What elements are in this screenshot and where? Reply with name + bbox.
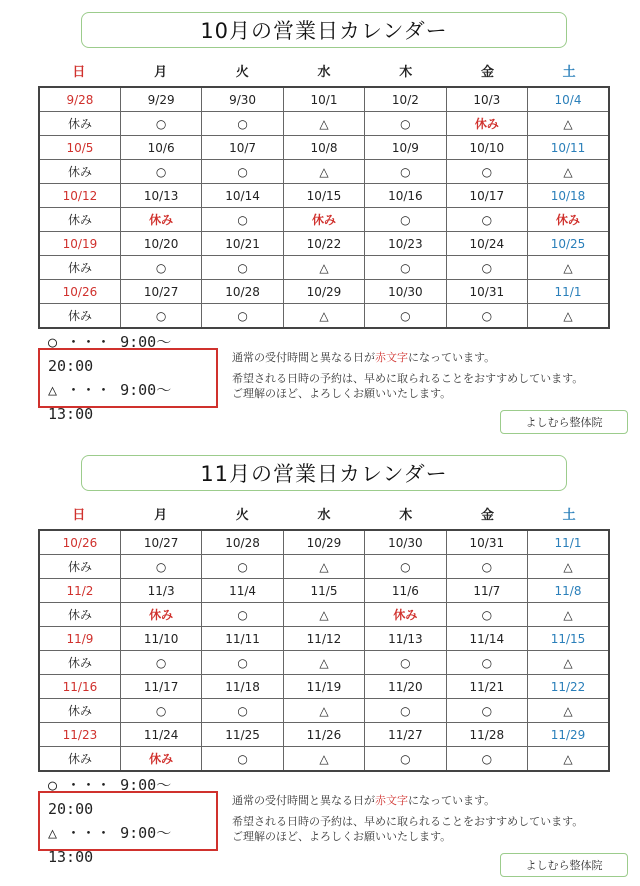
status-cell: ○: [120, 699, 201, 723]
legend-half-hours: △ ・・・ 9:00～13:00: [48, 381, 172, 423]
status-cell: ○: [365, 160, 446, 184]
date-cell: 11/4: [202, 579, 283, 603]
status-cell: 休み: [446, 112, 527, 136]
date-cell: 10/6: [120, 136, 201, 160]
calendar-table: [38, 86, 610, 329]
date-cell: 11/15: [528, 627, 609, 651]
calendar-table: [38, 529, 610, 772]
date-cell: 10/29: [283, 530, 364, 555]
status-row: [39, 747, 609, 772]
notice-text-part: 通常の受付時間と異なる日が: [232, 794, 375, 807]
date-row: [39, 579, 609, 603]
status-row: [39, 699, 609, 723]
status-row: [39, 160, 609, 184]
status-cell: 休み: [39, 160, 120, 184]
date-cell: 11/19: [283, 675, 364, 699]
date-cell: 10/28: [202, 280, 283, 304]
status-cell: △: [283, 651, 364, 675]
date-row: [39, 232, 609, 256]
weekday-label: 水: [317, 65, 331, 80]
notice-text-part: になっています。: [408, 351, 496, 364]
status-row: [39, 603, 609, 627]
status-cell: △: [528, 651, 609, 675]
status-cell: ○: [202, 603, 283, 627]
date-cell: 10/3: [446, 87, 527, 112]
status-cell: ○: [446, 304, 527, 329]
weekday-label: 火: [235, 65, 249, 80]
date-cell: 10/29: [283, 280, 364, 304]
date-cell: 10/26: [39, 280, 120, 304]
status-cell: 休み: [39, 208, 120, 232]
legend-full-hours: ○ ・・・ 9:00～20:00: [48, 776, 172, 818]
date-cell: 11/13: [365, 627, 446, 651]
status-cell: △: [528, 256, 609, 280]
date-row: [39, 675, 609, 699]
status-cell: ○: [446, 651, 527, 675]
status-cell: ○: [202, 651, 283, 675]
status-cell: ○: [202, 112, 283, 136]
calendar-title: 11月の営業日カレンダー: [81, 455, 567, 491]
hours-legend: [38, 333, 218, 423]
legend-full-hours: ○ ・・・ 9:00～20:00: [48, 333, 172, 375]
date-cell: 11/18: [202, 675, 283, 699]
date-cell: 10/13: [120, 184, 201, 208]
date-cell: 10/26: [39, 530, 120, 555]
date-cell: 11/29: [528, 723, 609, 747]
status-cell: ○: [120, 304, 201, 329]
date-cell: 10/23: [365, 232, 446, 256]
date-cell: 11/11: [202, 627, 283, 651]
status-cell: ○: [202, 304, 283, 329]
status-row: [39, 555, 609, 579]
status-cell: 休み: [39, 699, 120, 723]
weekday-label: 月: [154, 508, 168, 523]
status-cell: ○: [446, 699, 527, 723]
status-cell: △: [283, 747, 364, 772]
date-cell: 10/25: [528, 232, 609, 256]
status-cell: ○: [202, 160, 283, 184]
date-cell: 11/20: [365, 675, 446, 699]
status-cell: 休み: [39, 256, 120, 280]
date-cell: 11/1: [528, 280, 609, 304]
notice-text: [232, 793, 632, 844]
date-cell: 11/25: [202, 723, 283, 747]
status-cell: 休み: [39, 651, 120, 675]
weekday-label: 金: [480, 508, 494, 523]
date-row: [39, 136, 609, 160]
date-cell: 11/23: [39, 723, 120, 747]
status-cell: ○: [365, 256, 446, 280]
date-cell: 10/7: [202, 136, 283, 160]
weekday-label: 金: [480, 65, 494, 80]
weekday-label: 日: [72, 508, 86, 523]
date-cell: 11/9: [39, 627, 120, 651]
date-cell: 9/29: [120, 87, 201, 112]
status-cell: △: [283, 256, 364, 280]
date-row: [39, 723, 609, 747]
status-cell: ○: [446, 747, 527, 772]
status-cell: △: [283, 699, 364, 723]
date-row: [39, 87, 609, 112]
date-cell: 10/8: [283, 136, 364, 160]
status-cell: ○: [202, 747, 283, 772]
notice-text-part: 通常の受付時間と異なる日が: [232, 351, 375, 364]
notice-line-3: ご理解のほど、よろしくお願いいたします。: [232, 387, 452, 400]
status-cell: △: [283, 603, 364, 627]
date-cell: 10/17: [446, 184, 527, 208]
notice-line-2: 希望される日時の予約は、早めに取られることをおすすめしています。: [232, 372, 584, 385]
date-cell: 10/4: [528, 87, 609, 112]
date-cell: 10/19: [39, 232, 120, 256]
weekday-label: 月: [154, 65, 168, 80]
notice-text: [232, 350, 632, 401]
status-cell: ○: [120, 112, 201, 136]
calendar-title: 10月の営業日カレンダー: [81, 12, 567, 48]
notice-line-3: ご理解のほど、よろしくお願いいたします。: [232, 830, 452, 843]
status-cell: ○: [446, 160, 527, 184]
status-cell: ○: [120, 256, 201, 280]
hours-legend: [38, 776, 218, 866]
notice-line-1: [232, 793, 632, 808]
notice-highlight: 赤文字: [375, 351, 408, 364]
status-cell: ○: [365, 699, 446, 723]
clinic-name-badge: よしむら整体院: [500, 853, 628, 877]
status-cell: 休み: [39, 603, 120, 627]
notice-line-2: 希望される日時の予約は、早めに取られることをおすすめしています。: [232, 815, 584, 828]
weekday-label: 木: [399, 508, 413, 523]
status-cell: ○: [365, 112, 446, 136]
date-cell: 11/7: [446, 579, 527, 603]
date-cell: 10/1: [283, 87, 364, 112]
status-cell: △: [528, 304, 609, 329]
date-cell: 10/27: [120, 280, 201, 304]
date-cell: 11/14: [446, 627, 527, 651]
date-cell: 11/12: [283, 627, 364, 651]
date-cell: 9/28: [39, 87, 120, 112]
status-cell: △: [283, 555, 364, 579]
date-cell: 9/30: [202, 87, 283, 112]
status-cell: 休み: [39, 112, 120, 136]
weekday-header: [38, 505, 610, 527]
date-cell: 10/5: [39, 136, 120, 160]
weekday-label: 土: [562, 508, 576, 523]
status-cell: 休み: [39, 747, 120, 772]
status-row: [39, 256, 609, 280]
status-cell: 休み: [39, 555, 120, 579]
date-cell: 11/3: [120, 579, 201, 603]
date-cell: 11/2: [39, 579, 120, 603]
status-cell: △: [528, 699, 609, 723]
status-cell: △: [528, 747, 609, 772]
date-cell: 11/28: [446, 723, 527, 747]
date-cell: 10/24: [446, 232, 527, 256]
date-cell: 10/30: [365, 280, 446, 304]
date-cell: 11/22: [528, 675, 609, 699]
weekday-header: [38, 62, 610, 84]
date-cell: 11/27: [365, 723, 446, 747]
month-calendar-section: [0, 443, 640, 886]
status-cell: ○: [120, 160, 201, 184]
date-cell: 11/26: [283, 723, 364, 747]
status-cell: ○: [202, 555, 283, 579]
status-cell: ○: [120, 651, 201, 675]
weekday-label: 日: [72, 65, 86, 80]
date-cell: 10/20: [120, 232, 201, 256]
legend-half-hours: △ ・・・ 9:00～13:00: [48, 824, 172, 866]
date-row: [39, 280, 609, 304]
status-cell: 休み: [39, 304, 120, 329]
date-cell: 10/16: [365, 184, 446, 208]
date-cell: 10/31: [446, 280, 527, 304]
status-cell: △: [528, 160, 609, 184]
date-cell: 11/10: [120, 627, 201, 651]
notice-line-1: [232, 350, 632, 365]
status-row: [39, 651, 609, 675]
status-cell: ○: [446, 555, 527, 579]
date-cell: 10/27: [120, 530, 201, 555]
date-cell: 11/1: [528, 530, 609, 555]
weekday-label: 水: [317, 508, 331, 523]
status-cell: ○: [365, 651, 446, 675]
date-cell: 10/22: [283, 232, 364, 256]
date-cell: 10/9: [365, 136, 446, 160]
status-cell: △: [528, 603, 609, 627]
date-cell: 11/17: [120, 675, 201, 699]
status-cell: △: [283, 160, 364, 184]
status-row: [39, 304, 609, 329]
date-cell: 10/10: [446, 136, 527, 160]
status-cell: △: [528, 112, 609, 136]
status-cell: ○: [120, 555, 201, 579]
status-cell: 休み: [283, 208, 364, 232]
status-row: [39, 112, 609, 136]
date-row: [39, 627, 609, 651]
date-cell: 11/24: [120, 723, 201, 747]
weekday-label: 火: [235, 508, 249, 523]
status-cell: 休み: [528, 208, 609, 232]
status-cell: ○: [365, 555, 446, 579]
weekday-label: 土: [562, 65, 576, 80]
status-cell: △: [283, 304, 364, 329]
date-cell: 10/30: [365, 530, 446, 555]
status-cell: △: [283, 112, 364, 136]
date-cell: 11/21: [446, 675, 527, 699]
date-cell: 10/15: [283, 184, 364, 208]
date-cell: 10/28: [202, 530, 283, 555]
date-cell: 11/5: [283, 579, 364, 603]
status-cell: ○: [446, 603, 527, 627]
date-cell: 10/21: [202, 232, 283, 256]
status-cell: ○: [365, 304, 446, 329]
date-row: [39, 530, 609, 555]
date-cell: 10/2: [365, 87, 446, 112]
date-cell: 10/12: [39, 184, 120, 208]
date-cell: 11/16: [39, 675, 120, 699]
date-cell: 10/31: [446, 530, 527, 555]
status-cell: ○: [202, 699, 283, 723]
status-cell: ○: [202, 208, 283, 232]
date-cell: 10/14: [202, 184, 283, 208]
date-cell: 11/8: [528, 579, 609, 603]
status-cell: 休み: [120, 208, 201, 232]
status-cell: 休み: [365, 603, 446, 627]
date-cell: 11/6: [365, 579, 446, 603]
clinic-name-badge: よしむら整体院: [500, 410, 628, 434]
status-cell: △: [528, 555, 609, 579]
status-row: [39, 208, 609, 232]
status-cell: 休み: [120, 603, 201, 627]
date-row: [39, 184, 609, 208]
status-cell: ○: [202, 256, 283, 280]
status-cell: ○: [446, 208, 527, 232]
status-cell: 休み: [120, 747, 201, 772]
date-cell: 10/18: [528, 184, 609, 208]
notice-highlight: 赤文字: [375, 794, 408, 807]
status-cell: ○: [446, 256, 527, 280]
status-cell: ○: [365, 208, 446, 232]
status-cell: ○: [365, 747, 446, 772]
notice-text-part: になっています。: [408, 794, 496, 807]
weekday-label: 木: [399, 65, 413, 80]
date-cell: 10/11: [528, 136, 609, 160]
